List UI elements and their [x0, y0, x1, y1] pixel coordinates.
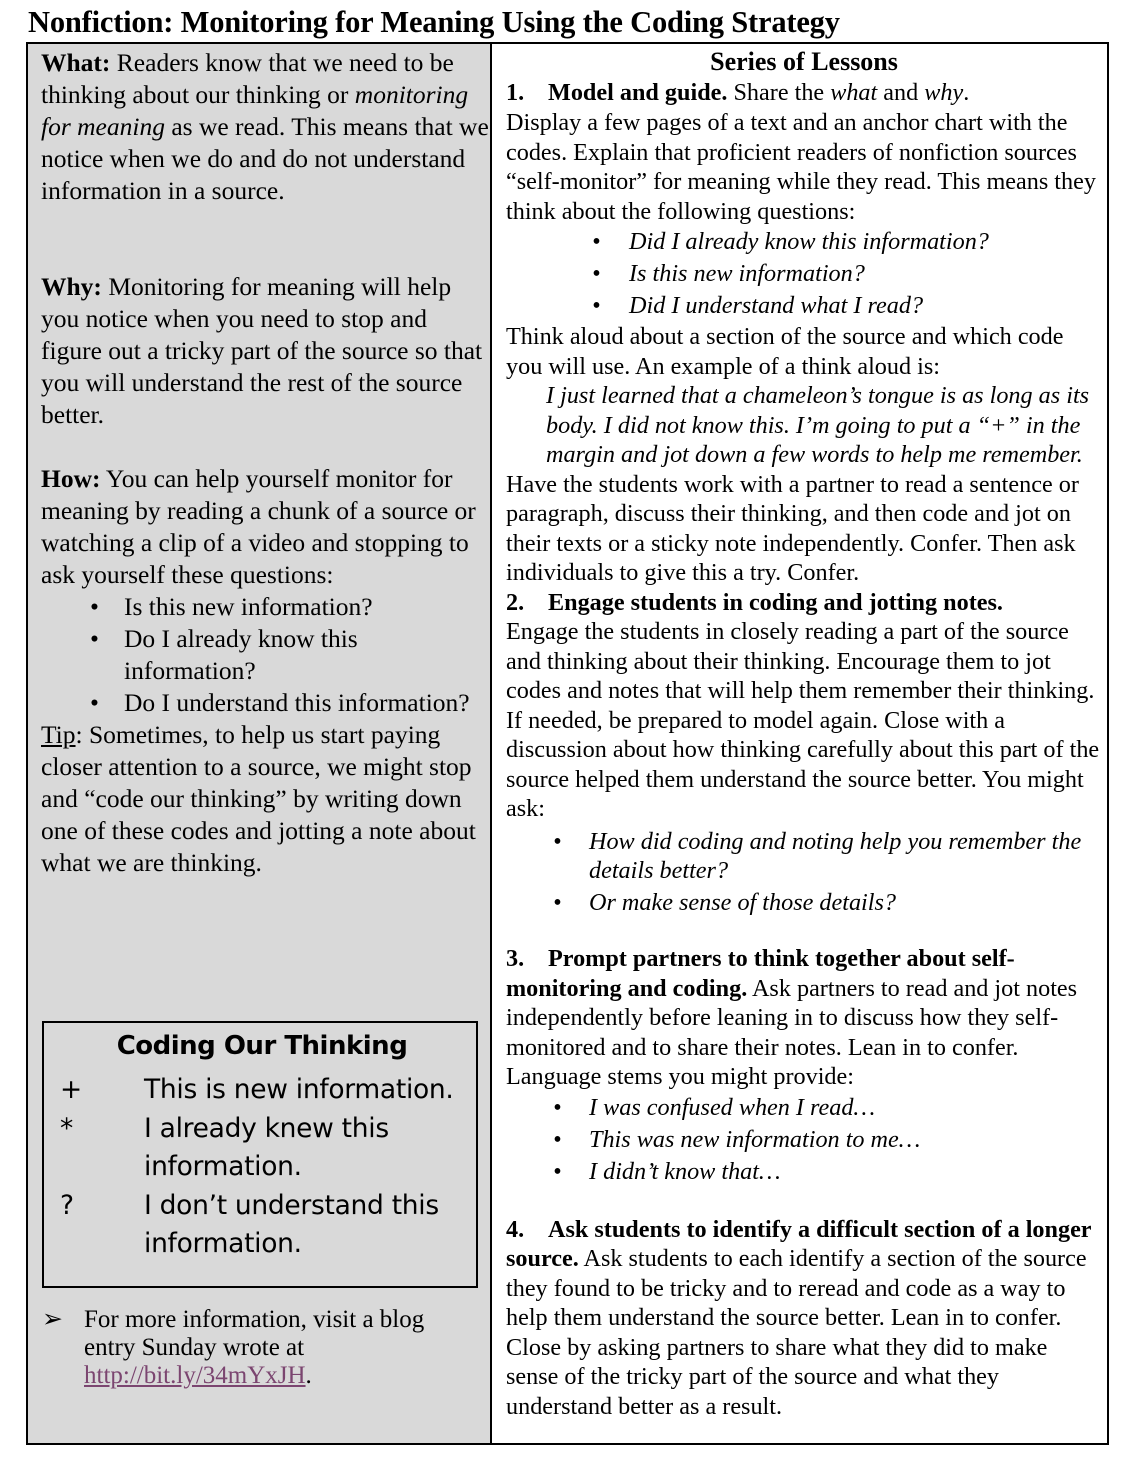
tip-label: Tip — [41, 720, 76, 749]
list-item: • I was confused when I read… — [506, 1092, 1102, 1124]
think-aloud-example: I just learned that a chameleon’s tongue is as long as its body. I did not know this. I’m going to put a “+” in the margin and jot down a few words to help me remember. — [546, 382, 1090, 468]
step-3-stems — [506, 1092, 1102, 1188]
coding-chart-title: Coding Our Thinking — [116, 1031, 408, 1061]
coding-chart — [42, 1021, 478, 1288]
step-4-body: Ask students to each identify a section of the source they found to be tricky and to reread and code as a way to help them understand the source better. Lean in to confer. Close by asking partners to share what they did to make sense of the tricky part of the source and what they understand better as a result. — [506, 1245, 1087, 1420]
how-question-list — [41, 591, 489, 719]
what-italic: monitoring for meaning — [41, 80, 469, 141]
step-1-intro-end: . — [963, 79, 970, 106]
step-number: 3. — [506, 945, 525, 972]
why-text: Monitoring for meaning will help you notice when you need to stop and figure out a tricky part of the source so that you will understand the rest of the source better. — [41, 272, 483, 429]
step-1-partner: Have the students work with a partner to read a sentence or paragraph, discuss their thinking, and then code and jot on their texts or a sticky note independently. Confer. Then ask individuals to give this a try. Confer. — [506, 470, 1079, 586]
how-section — [41, 463, 489, 879]
how-label: How: — [41, 464, 101, 493]
right-column — [492, 44, 1107, 1443]
question-code-symbol: ? — [60, 1190, 74, 1221]
why-section — [41, 271, 489, 431]
what-section — [41, 47, 489, 207]
what-label: What: — [41, 48, 111, 77]
list-item: • Or make sense of those details? — [506, 888, 1102, 918]
step-1-title: Model and guide. — [548, 79, 728, 106]
list-item: • How did coding and noting help you remember the details better? — [506, 827, 1102, 886]
tip-text: : Sometimes, to help us start paying closer attention to a source, we might stop and “code our thinking” by writing down one of these codes and jotting a note about what we are thinking. — [41, 720, 476, 877]
blog-link[interactable]: http://bit.ly/34mYxJH — [84, 1362, 306, 1389]
step-number: 1. — [506, 79, 525, 106]
step-3-title: Prompt partners to think together about self-monitoring and coding. — [506, 945, 1015, 1002]
step-1-body: Display a few pages of a text and an anchor chart with the codes. Explain that proficient readers of nonfiction sources “self-monitor” for meaning while they read. This means they think about the following questions: — [506, 109, 1096, 225]
why-label: Why: — [41, 272, 102, 301]
step-1-think-aloud: Think aloud about a section of the source and which code you will use. An example of a think aloud is: — [506, 323, 1064, 380]
step-1-questions — [506, 226, 1102, 322]
info-text: For more information, visit a blog entry Sunday wrote at — [84, 1306, 425, 1361]
step-number: 2. — [506, 588, 525, 616]
list-item: • I didn’t know that… — [506, 1156, 1102, 1188]
list-item: • This was new information to me… — [506, 1124, 1102, 1156]
what-text-end: as we read. This means that we notice when we do and do not understand information in a source. — [41, 112, 489, 205]
step-1-intro: Share the — [727, 79, 831, 106]
step-2-title: Engage students in coding and jotting notes. — [548, 588, 1003, 616]
code-description: I don’t understand this information. — [144, 1190, 439, 1259]
info-end: . — [305, 1362, 312, 1389]
step-2-body: Engage the students in closely reading a part of the source and thinking about their thinking. Encourage them to jot codes and notes that will help them remember their thinking. If needed, be prepared to model again. Close with a discussion about how thinking carefully about this part of the source helped them understand the source better. You might ask: — [506, 618, 1100, 822]
step-1-intro-and: and — [877, 79, 925, 106]
list-item: • Do I already know this information? — [41, 623, 489, 687]
how-text: You can help yourself monitor for meaning by reading a chunk of a source or watching a clip of a video and stopping to ask yourself these questions: — [41, 464, 476, 589]
list-item: • Is this new information? — [41, 591, 489, 623]
lesson-table — [26, 42, 1109, 1445]
lessons-header: Series of Lessons — [710, 47, 898, 76]
list-item: • Did I understand what I read? — [506, 290, 1102, 322]
step-2-questions — [506, 824, 1102, 918]
star-code-symbol: * — [60, 1113, 73, 1144]
list-item: • Do I understand this information? — [41, 687, 489, 719]
step-number: 4. — [506, 1215, 525, 1243]
what-text: Readers know that we need to be thinking about our thinking or — [41, 48, 454, 109]
page-title: Nonfiction: Monitoring for Meaning Using the Coding Strategy — [28, 5, 840, 39]
step-1-intro-why: why — [924, 79, 964, 106]
list-item: • Did I already know this information? — [506, 226, 1102, 258]
plus-code-symbol: + — [60, 1074, 82, 1105]
left-column — [28, 44, 492, 1443]
step-4-title: Ask students to identify a difficult section of a longer source. — [506, 1215, 1092, 1272]
step-1-intro-what: what — [830, 79, 878, 106]
arrow-bullet-icon: ➢ — [42, 1306, 63, 1333]
code-description: I already knew this information. — [144, 1113, 389, 1182]
step-3-body: Ask partners to read and jot notes independently before leaning in to discuss how they self-monitored and to share their notes. Lean in to confer. Language stems you might provide: — [506, 974, 1078, 1090]
code-description: This is new information. — [144, 1074, 454, 1105]
lessons-content — [506, 47, 1102, 1421]
list-item: • Is this new information? — [506, 258, 1102, 290]
